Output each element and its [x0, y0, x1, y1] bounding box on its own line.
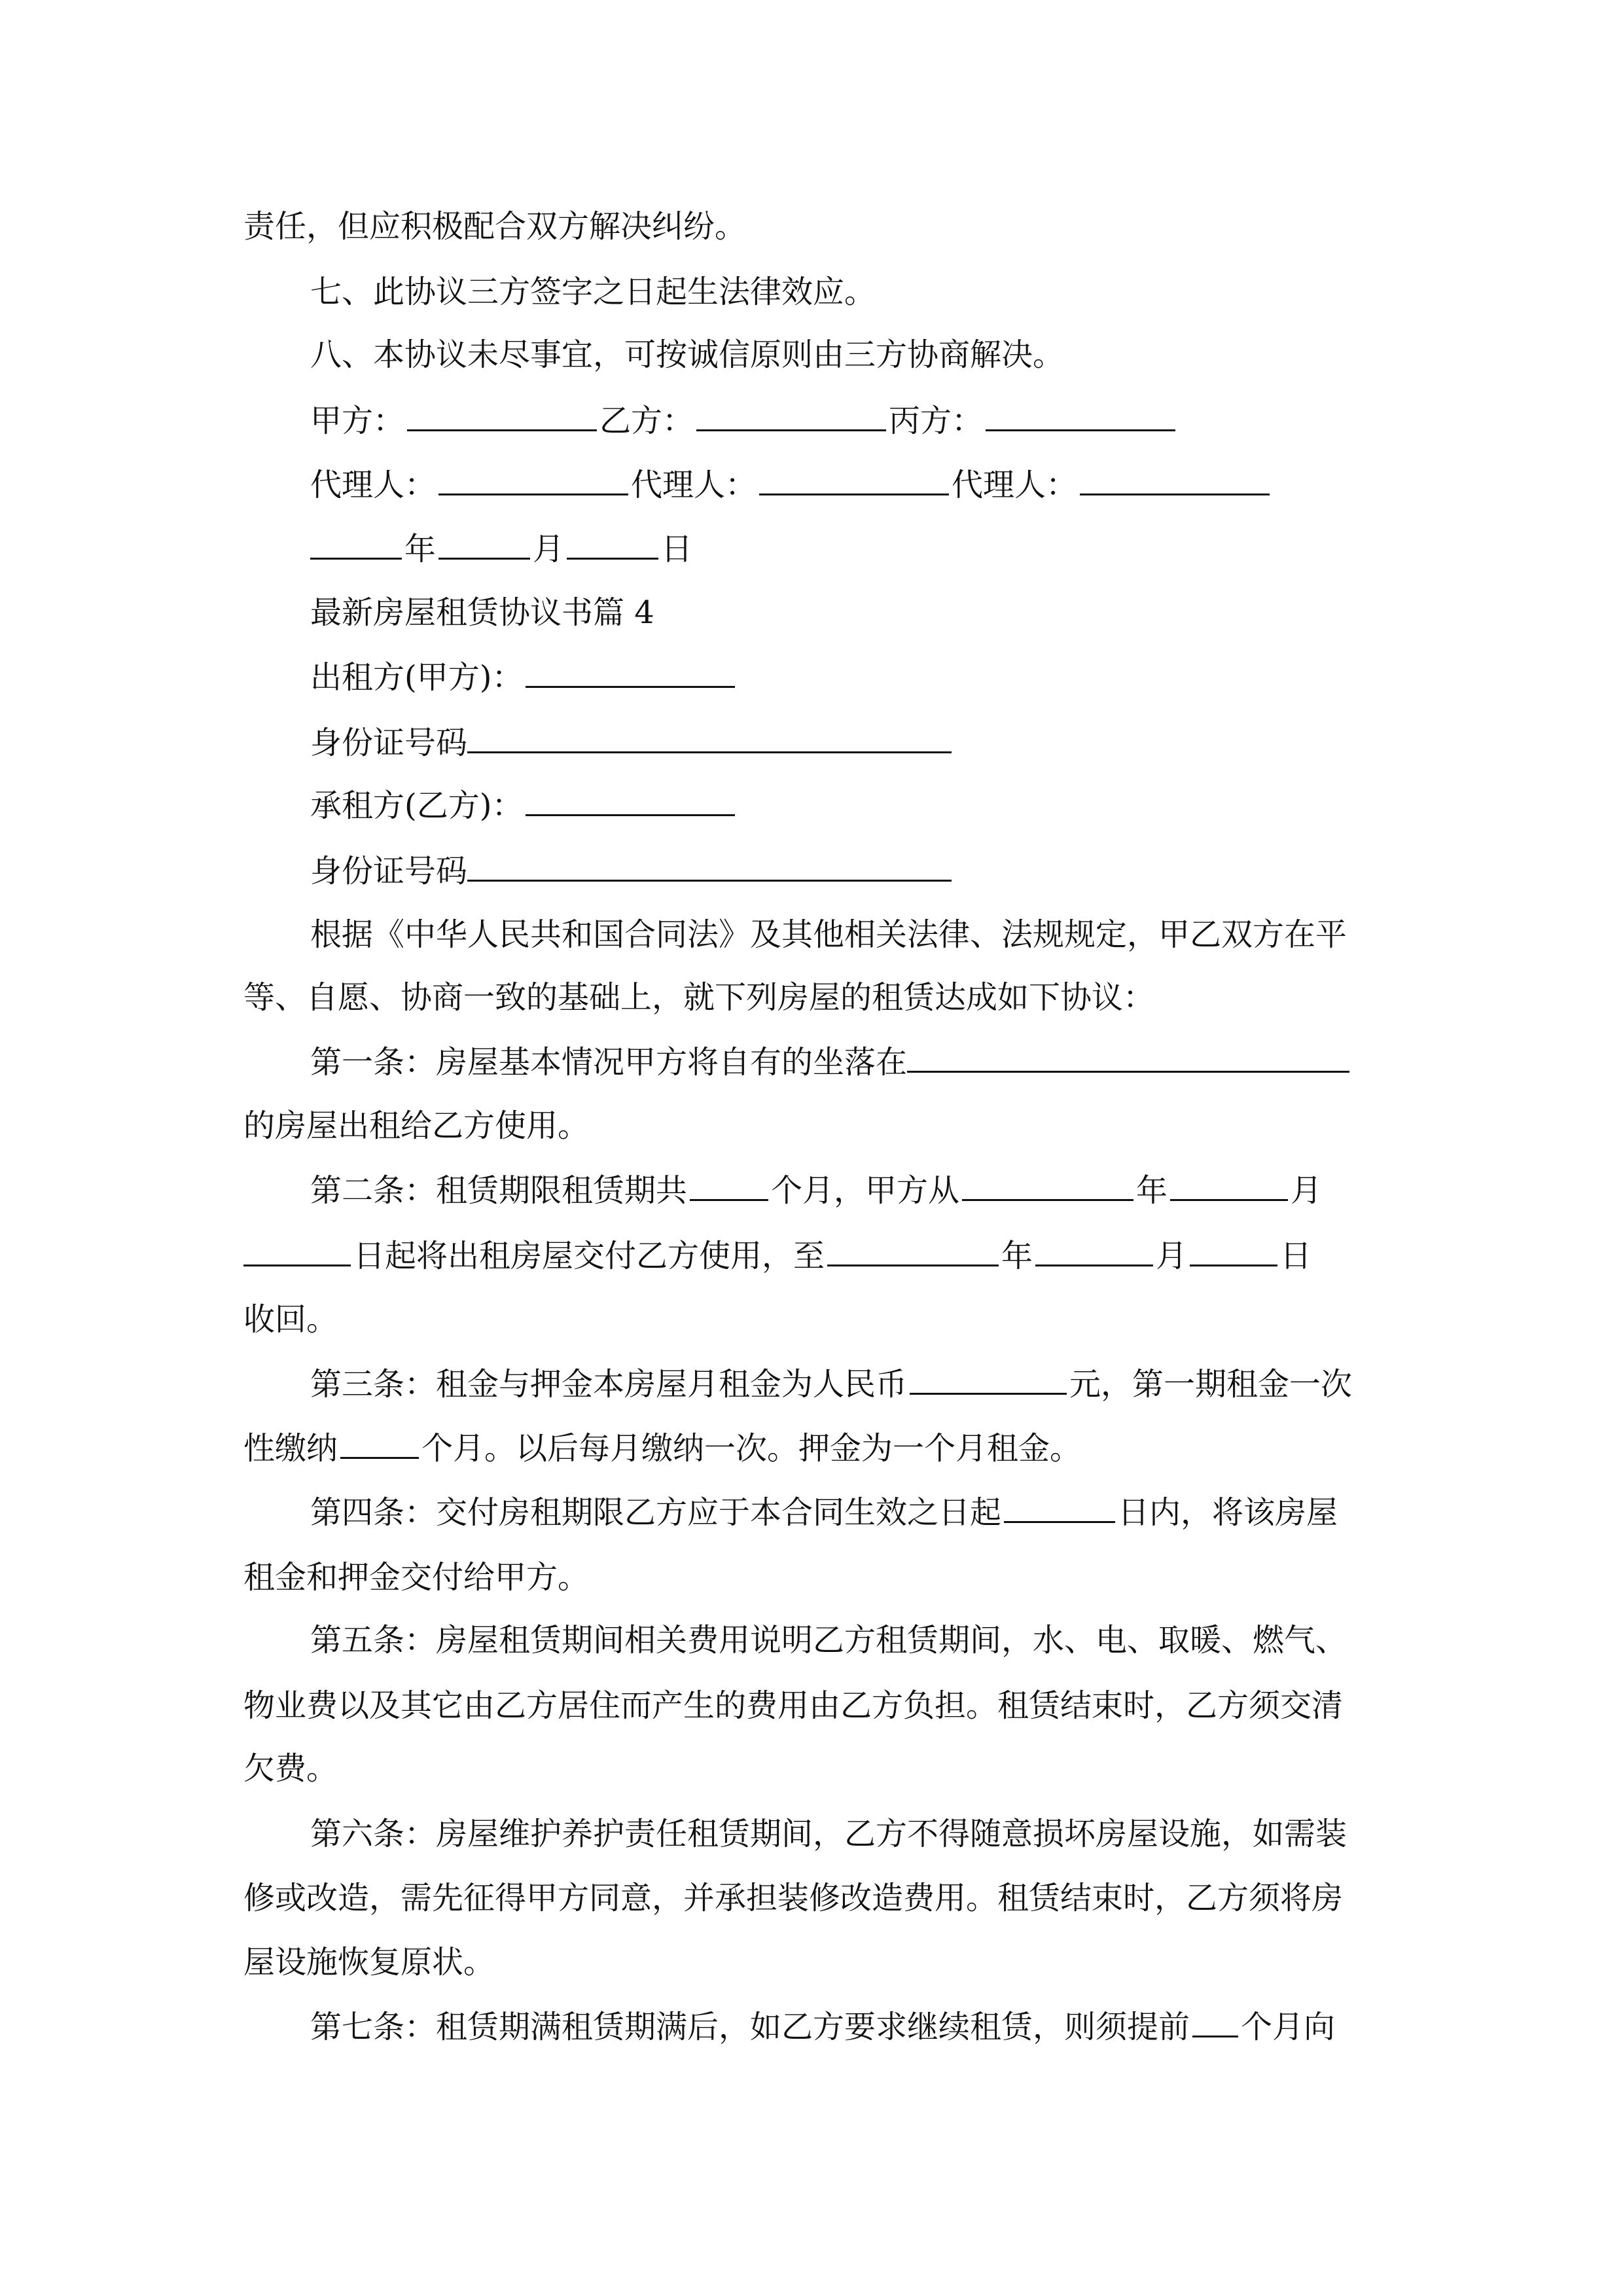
address-blank[interactable]	[907, 1042, 1349, 1073]
clause-7: 七、此协议三方签字之日起生法律效应。	[310, 274, 876, 310]
lessee-row	[310, 785, 738, 825]
paragraph-line: 修或改造，需先征得甲方同意，并承担装修改造费用。租赁结束时，乙方须将房	[243, 1880, 1344, 1916]
paragraph-line: 责任，但应积极配合双方解决纠纷。	[243, 208, 747, 245]
article-text: 性缴纳	[243, 1430, 338, 1467]
paragraph-line: 租金和押金交付给甲方。	[243, 1559, 590, 1596]
year-blank[interactable]	[310, 529, 402, 560]
start-day-blank[interactable]	[243, 1236, 351, 1266]
id-blank[interactable]	[467, 723, 952, 753]
month-blank[interactable]	[438, 529, 530, 560]
paragraph-line: 欠费。	[243, 1750, 338, 1787]
year-label: 年	[1136, 1172, 1168, 1209]
start-year-blank[interactable]	[962, 1170, 1133, 1201]
day-label: 日	[661, 531, 693, 567]
paragraph-line	[243, 1236, 1311, 1276]
agent-blank[interactable]	[438, 465, 628, 495]
party-c-label: 丙方：	[889, 403, 984, 439]
article-text: 第二条：租赁期限租赁期共	[310, 1172, 688, 1209]
date-row	[310, 529, 692, 569]
day-blank[interactable]	[567, 529, 658, 560]
agent-label: 代理人：	[631, 467, 757, 503]
agent-blank[interactable]	[759, 465, 949, 495]
article-text: 元，第一期租金一次	[1069, 1366, 1353, 1403]
paragraph-line: 等、自愿、协商一致的基础上，就下列房屋的租赁达成如下协议：	[243, 979, 1155, 1016]
article-1	[310, 1042, 1352, 1082]
article-text: 第四条：交付房租期限乙方应于本合同生效之日起	[310, 1494, 1002, 1531]
lessor-row	[310, 657, 738, 697]
article-text: 第三条：租金与押金本房屋月租金为人民币	[310, 1366, 908, 1403]
day-label: 日	[1280, 1238, 1312, 1274]
clause-8: 八、本协议未尽事宜，可按诚信原则由三方协商解决。	[310, 336, 1065, 373]
year-label: 年	[404, 531, 437, 567]
paragraph-line: 根据《中华人民共和国合同法》及其他相关法律、法规规定，甲乙双方在平	[310, 916, 1347, 953]
months-blank[interactable]	[340, 1428, 419, 1459]
paragraph-line: 的房屋出租给乙方使用。	[243, 1107, 590, 1144]
party-a-label: 甲方：	[310, 403, 405, 439]
article-6: 第六条：房屋维护养护责任租赁期间，乙方不得随意损坏房屋设施，如需装	[310, 1816, 1347, 1852]
article-text: 日起将出租房屋交付乙方使用，至	[353, 1238, 825, 1274]
id-blank[interactable]	[467, 851, 952, 882]
id-row	[310, 723, 954, 762]
month-label: 月	[1291, 1172, 1323, 1209]
agent-row	[310, 465, 1272, 505]
paragraph-line: 屋设施恢复原状。	[243, 1944, 495, 1981]
article-text: 个月。以后每月缴纳一次。押金为一个月租金。	[421, 1430, 1082, 1467]
id-label: 身份证号码	[310, 853, 468, 889]
agent-blank[interactable]	[1080, 465, 1270, 495]
end-day-blank[interactable]	[1190, 1236, 1277, 1266]
end-year-blank[interactable]	[827, 1236, 999, 1266]
lessor-label: 出租方(甲方)：	[310, 659, 524, 696]
party-a-blank[interactable]	[407, 401, 597, 431]
id-label: 身份证号码	[310, 725, 468, 761]
article-4	[310, 1492, 1338, 1532]
months-blank[interactable]	[690, 1170, 768, 1201]
months-blank[interactable]	[1192, 2007, 1238, 2037]
paragraph-line	[243, 1428, 1081, 1468]
month-label: 月	[1156, 1238, 1188, 1274]
article-text: 日内，将该房屋	[1118, 1494, 1338, 1531]
year-label: 年	[1001, 1238, 1033, 1274]
lessor-blank[interactable]	[526, 657, 735, 688]
agent-label: 代理人：	[310, 467, 437, 503]
party-b-label: 乙方：	[599, 403, 694, 439]
article-5: 第五条：房屋租赁期间相关费用说明乙方租赁期间，水、电、取暖、燃气、	[310, 1622, 1347, 1659]
party-c-blank[interactable]	[986, 401, 1175, 431]
days-blank[interactable]	[1004, 1492, 1115, 1523]
end-month-blank[interactable]	[1035, 1236, 1153, 1266]
article-text: 个月，甲方从	[771, 1172, 960, 1209]
agent-label: 代理人：	[952, 467, 1078, 503]
rent-blank[interactable]	[910, 1364, 1067, 1395]
lessee-blank[interactable]	[526, 785, 735, 816]
signature-row	[310, 401, 1178, 440]
start-month-blank[interactable]	[1170, 1170, 1288, 1201]
article-3	[310, 1364, 1352, 1404]
party-b-blank[interactable]	[696, 401, 886, 431]
paragraph-line: 收回。	[243, 1301, 338, 1338]
lessee-label: 承租方(乙方)：	[310, 787, 524, 824]
article-text: 第一条：房屋基本情况甲方将自有的坐落在	[310, 1044, 908, 1081]
article-7	[310, 2007, 1335, 2047]
article-text: 个月向	[1241, 2009, 1336, 2045]
article-2	[310, 1170, 1322, 1210]
article-text: 第七条：租赁期满租赁期满后，如乙方要求继续租赁，则须提前	[310, 2009, 1190, 2045]
paragraph-line: 物业费以及其它由乙方居住而产生的费用由乙方负担。租赁结束时，乙方须交清	[243, 1687, 1344, 1724]
month-label: 月	[533, 531, 565, 567]
section-title: 最新房屋租赁协议书篇 4	[310, 594, 654, 631]
id-row	[310, 851, 954, 891]
